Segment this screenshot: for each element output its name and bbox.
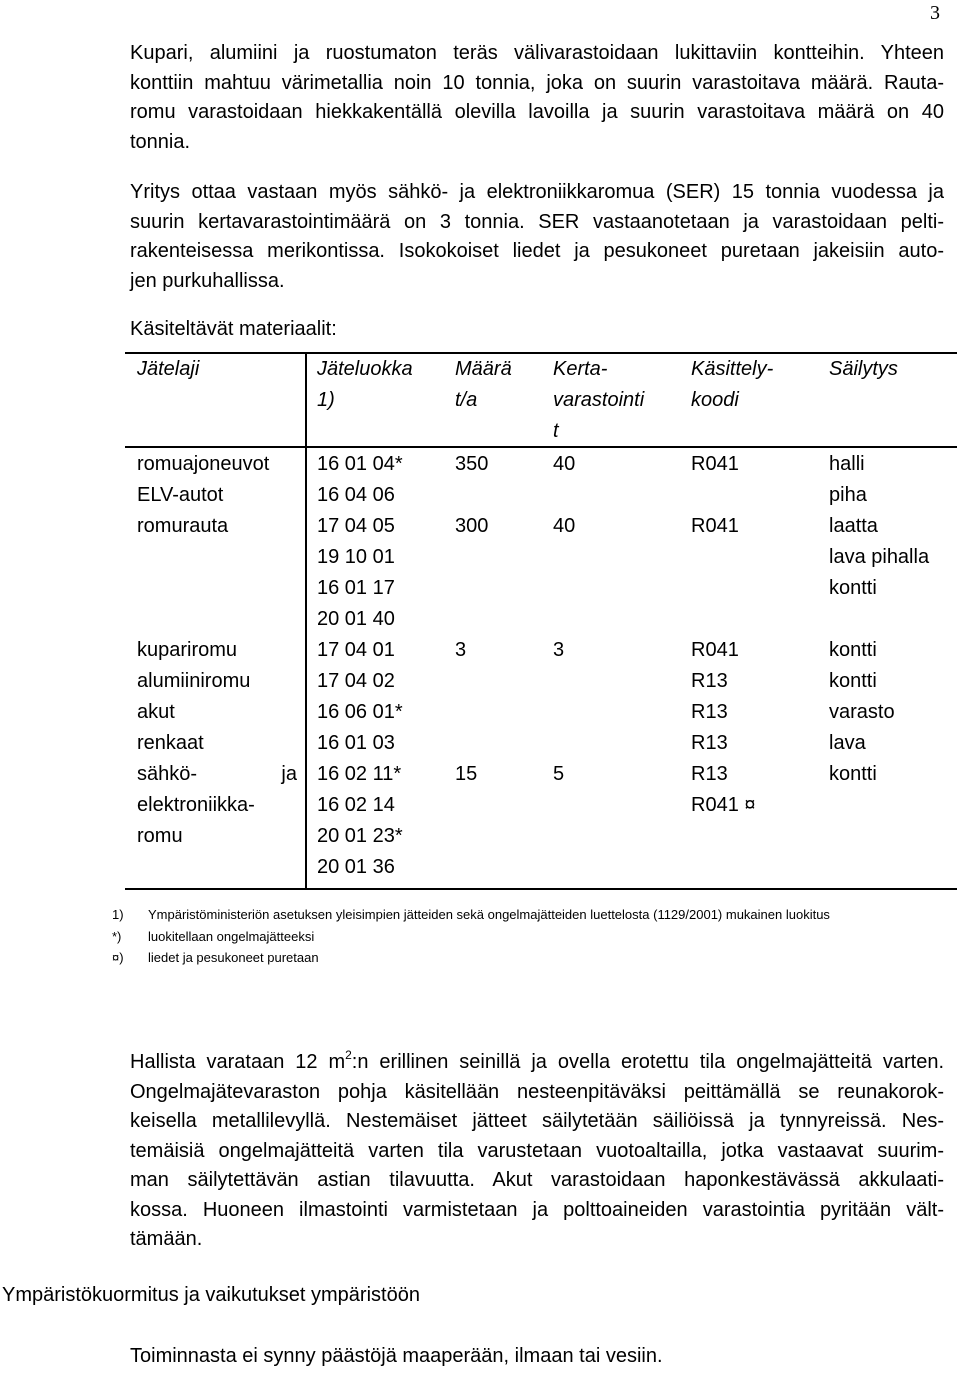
table-cell: romurauta [137, 515, 229, 537]
text-line: Kupari, alumiini ja ruostumaton teräs välivarastoidaan lukittaviin kontteihin. Yhteen [130, 42, 944, 64]
text-line: konttiin mahtuu värimetallia noin 10 tonnia, joka on suurin varastoitava määrä. Rauta- [130, 71, 944, 94]
table-cell [553, 666, 575, 697]
table-cell [553, 542, 575, 573]
table-cell [455, 480, 488, 511]
table-cell: lava [829, 732, 866, 754]
table-cell [691, 573, 756, 604]
table-cell: 17 04 02 [317, 670, 395, 692]
table-cell: kontti [829, 639, 877, 661]
header-kasittelykoodi: Käsittely- koodi [691, 358, 774, 411]
table-cell [455, 573, 488, 604]
column-kasittelykoodi [691, 449, 756, 821]
table-cell [137, 604, 297, 635]
table-cell: 15 [455, 763, 478, 785]
table-cell: renkaat [137, 732, 204, 754]
table-cell: 40 [553, 453, 576, 475]
text-line: tämään. [130, 1228, 203, 1250]
text-line: tonnia. [130, 130, 191, 153]
table-cell: 16 06 01* [317, 701, 403, 723]
text-line: keisella metallilevyllä. Nestemäiset jätteet säilytetään säiliöissä ja tynnyreissä. Nes- [130, 1110, 944, 1132]
table-cell: R041 ¤ [691, 794, 756, 816]
table-cell [455, 542, 488, 573]
table-cell: R041 [691, 453, 739, 475]
table-cell [691, 604, 756, 635]
header-divider [125, 446, 957, 448]
table-cell: piha [829, 484, 867, 506]
table-cell: romuajoneuvot [137, 453, 270, 475]
table-cell [137, 542, 297, 573]
paragraph-emissions: Toiminnasta ei synny päästöjä maaperään, ilmaan tai vesiin. [130, 1345, 663, 1367]
text-line: Hallista varataan 12 $m^2:n$ erillinen seinillä ja ovella erotettu tila ongelmajätteitä varten. [130, 1048, 944, 1073]
table-cell: 17 04 05 [317, 515, 395, 537]
table-footnotes [112, 904, 952, 969]
text-line: man säilytettävän astian tilavuutta. Akut varastoidaan haponkestävässä akkulaati- [130, 1169, 944, 1191]
header-sailytys: Säilytys [829, 358, 898, 380]
table-cell: 16 01 17 [317, 577, 395, 599]
footnote-text: luokitellaan ongelmajätteeksi [148, 928, 315, 944]
footnote-mark: *) [112, 928, 122, 944]
text-line: rakenteisessa merikontissa. Isokokoiset liedet ja pesukoneet puretaan jakeisiin auto- [130, 240, 944, 262]
table-cell: laatta [829, 515, 878, 537]
table-cell [691, 480, 756, 511]
table-cell: 16 04 06 [317, 484, 395, 506]
materials-table [125, 352, 957, 890]
column-jatelaji [137, 449, 297, 852]
table-cell: R13 [691, 701, 728, 723]
table-cell: R13 [691, 763, 728, 785]
table-cell: 17 04 01 [317, 639, 395, 661]
table-lead: Käsiteltävät materiaalit: [130, 318, 337, 340]
table-cell: 16 02 14 [317, 794, 395, 816]
footnote [112, 904, 952, 926]
table-cell [455, 728, 488, 759]
header-jateluokka: Jäteluokka 1) [317, 358, 413, 411]
table-cell: 20 01 23* [317, 825, 403, 847]
table-cell: 16 02 11* [317, 763, 402, 785]
header-kertavarastointi: Kerta- varastointi t [553, 358, 645, 442]
column-kertavarastointi [553, 449, 575, 790]
table-cell: elektroniikka- [137, 794, 255, 816]
table-cell: R13 [691, 670, 728, 692]
footnote-text: liedet ja pesukoneet puretaan [148, 950, 319, 965]
table-cell: R041 [691, 515, 739, 537]
table-cell: alumiiniromu [137, 670, 251, 692]
table-cell: romu [137, 825, 183, 847]
text-line: suurin kertavarastointimäärä on 3 tonnia. SER vastaanotetaan ja varastoidaan pelti- [130, 210, 944, 233]
table-cell: R13 [691, 732, 728, 754]
table-cell [553, 604, 575, 635]
table-cell: 16 01 03 [317, 732, 395, 754]
table-cell: 16 01 04* [317, 453, 403, 475]
table-cell: varasto [829, 701, 895, 723]
table-cell [553, 728, 575, 759]
table-cell: 20 01 40 [317, 608, 395, 630]
table-cell: 19 10 01 [317, 546, 395, 568]
table-cell [829, 604, 929, 635]
header-jatelaji: Jätelaji [137, 358, 200, 380]
column-divider [305, 354, 307, 888]
table-cell: halli [829, 453, 865, 475]
table-cell: kontti [829, 670, 877, 692]
table-cell [455, 697, 488, 728]
column-sailytys [829, 449, 929, 790]
table-cell: 350 [455, 453, 489, 475]
table-cell [455, 604, 488, 635]
table-cell: lava pihalla [829, 546, 930, 568]
table-cell: 300 [455, 515, 489, 537]
header-maara: Määrä t/a [455, 358, 512, 411]
footnote-text: Ympäristöministeriön asetuksen yleisimpien jätteiden sekä ongelmajätteiden luettelosta (1129/2001) mukainen luokitus [148, 907, 830, 922]
table-cell: kontti [829, 763, 877, 785]
table-cell [137, 573, 297, 604]
table-cell: 40 [553, 515, 576, 537]
text-line: temäisiä ongelmajätteitä varten tila varustetaan vuotoaltailla, jotka vastaavat suurim- [130, 1139, 944, 1162]
table-cell: akut [137, 701, 175, 723]
table-cell: kupariromu [137, 639, 238, 661]
table-cell: R041 [691, 639, 739, 661]
text-line: kossa. Huoneen ilmastointi varmistetaan ja polttoaineiden varastointia pyritään vält- [130, 1198, 944, 1221]
footnote-mark: ¤) [112, 950, 124, 965]
column-jateluokka [317, 449, 403, 883]
paragraph-hazardous-storage [130, 1048, 944, 1255]
table-cell: 3 [553, 639, 565, 661]
table-cell [455, 666, 488, 697]
table-cell: 3 [455, 639, 467, 661]
table-cell: sähkö- ja [137, 763, 297, 785]
table-cell: 20 01 36 [317, 856, 395, 878]
footnote [112, 947, 952, 969]
table-cell [691, 542, 756, 573]
table-cell: 5 [553, 763, 565, 785]
paragraph-metal-storage [130, 39, 944, 157]
section-title: Ympäristökuormitus ja vaikutukset ympäristöön [2, 1284, 420, 1306]
table-cell [553, 697, 575, 728]
text-line: romu varastoidaan hiekkakentällä olevilla lavoilla ja suurin varastoitava määrä on 40 [130, 101, 944, 123]
text-line: jen purkuhallissa. [130, 269, 285, 292]
table-cell [553, 480, 575, 511]
text-line: Ongelmajätevaraston pohja käsitellään nesteenpitäväksi peittämällä se reunakorok- [130, 1080, 944, 1103]
footnote [112, 926, 952, 948]
table-cell [553, 573, 575, 604]
column-maara [455, 449, 488, 790]
footnote-mark: 1) [112, 907, 124, 922]
text-line: Yritys ottaa vastaan myös sähkö- ja elektroniikkaromua (SER) 15 tonnia vuodessa ja [130, 181, 944, 203]
table-cell: ELV-autot [137, 484, 224, 506]
paragraph-ser [130, 178, 944, 296]
page-number: 3 [930, 2, 940, 24]
table-cell: kontti [829, 577, 877, 599]
